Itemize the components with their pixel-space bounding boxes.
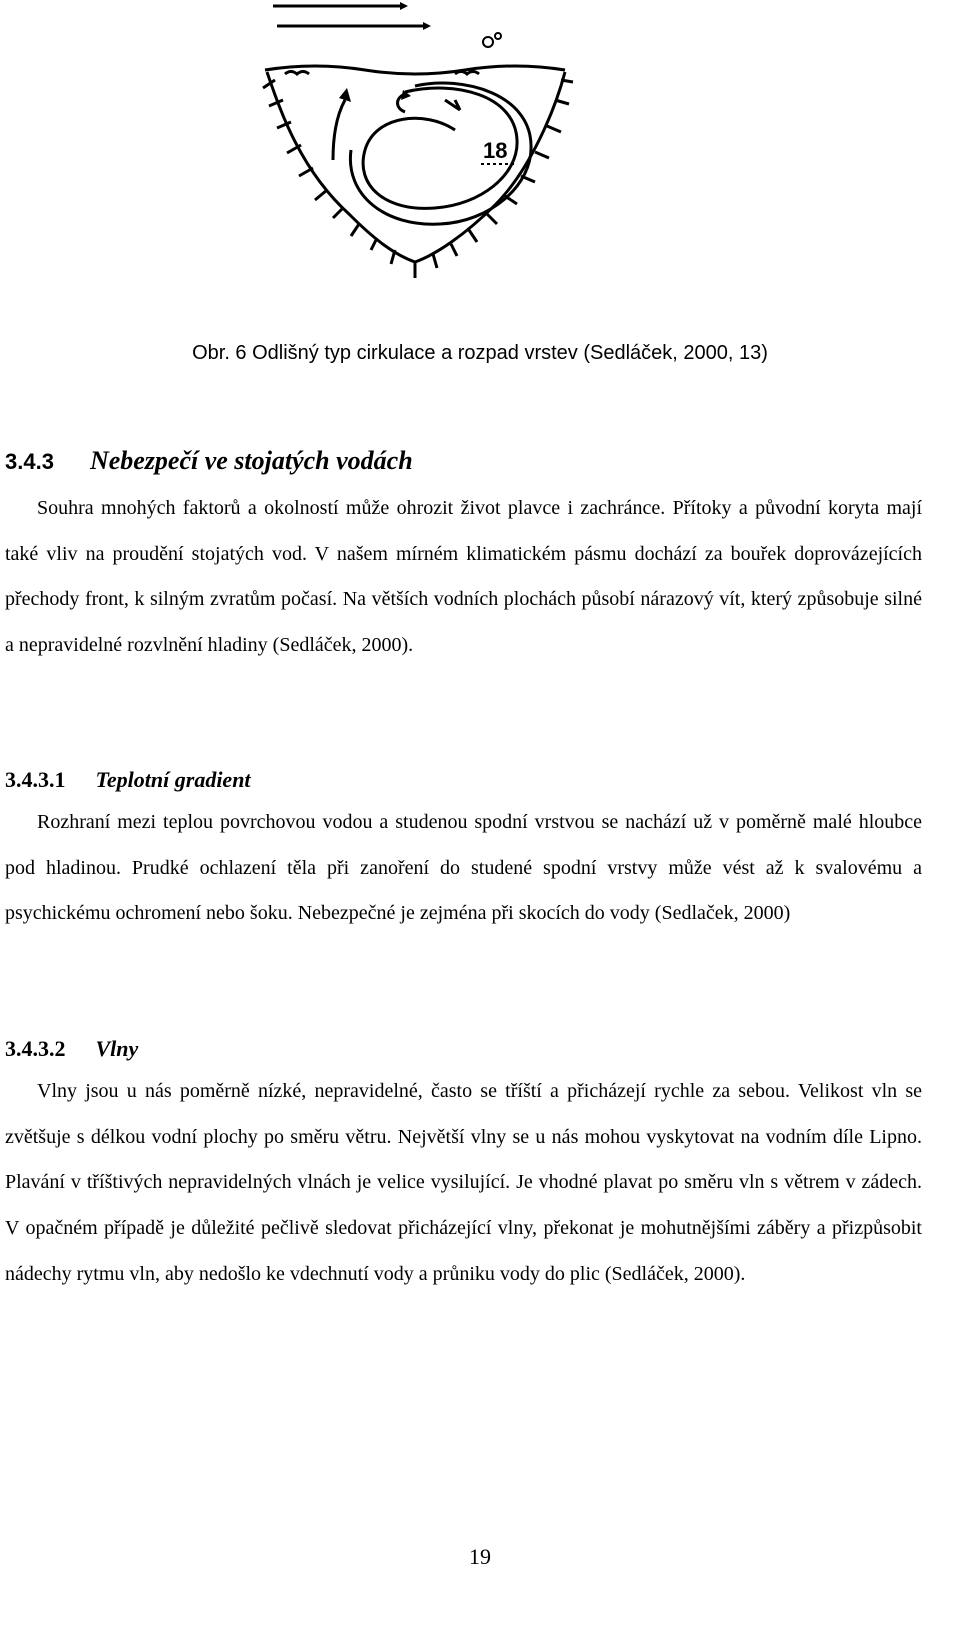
- section-title: Nebezpečí ve stojatých vodách: [89, 446, 413, 475]
- section-paragraph: Rozhraní mezi teplou povrchovou vodou a studenou spodní vrstvou se nachází už v poměrně malé hloubce pod hladinou. Prudké ochlazení těla při zanoření do studené spodní vrstvy může vést až k svalovému a psychickému ochromení nebo šoku. Nebezpečné je zejména při skocích do vody (Sedlaček, 2000): [5, 811, 922, 925]
- section-number: 3.4.3: [5, 449, 54, 474]
- wind-arrows: [273, 2, 431, 30]
- section-heading-3-4-3-1: [5, 767, 251, 793]
- section-heading-3-4-3: [5, 446, 413, 476]
- water-surface: [265, 66, 565, 74]
- section-paragraph: Vlny jsou u nás poměrně nízké, nepravidelné, často se tříští a přicházejí rychle za sebou. Velikost vln se zvětšuje s délkou vodní plochy po směru větru. Největší vlny se u nás mohou vyskytovat na vodním díle Lipno. Plavání v tříštivých nepravidelných vlnách je velice vysilující. Je vhodné plavat po směru vln s větrem v zádech. V opačném případě je důležité pečlivě sledovat přicházející vlny, překonat je mohutnějšími záběry a přizpůsobit nádechy rytmu vln, aby nedošlo ke vdechnutí vody a průniku vody do plic (Sedláček, 2000).: [5, 1080, 922, 1285]
- figure-caption: Obr. 6 Odlišný typ cirkulace a rozpad vrstev (Sedláček, 2000, 13): [192, 342, 768, 364]
- section-title: Vlny: [95, 1036, 139, 1061]
- lake-circulation-diagram: [255, 0, 575, 300]
- section-title: Teplotní gradient: [95, 767, 251, 792]
- figure-temperature-label: 18: [483, 138, 508, 163]
- section-number: 3.4.3.2: [5, 1036, 66, 1061]
- bubbles-icon: [483, 33, 501, 47]
- section-paragraph: Souhra mnohých faktorů a okolností může ohrozit život plavce i zachránce. Přítoky a původní koryta mají také vliv na proudění stojatých vod. V našem mírném klimatickém pásmu dochází za bouřek doprovázejících přechody front, k silným zvratům počasí. Na větších vodních plochách působí nárazový vít, který způsobuje silné a nepravidelné rozvlnění hladiny (Sedláček, 2000).: [5, 497, 922, 657]
- page-number: 19: [469, 1544, 491, 1569]
- section-heading-3-4-3-2: [5, 1036, 138, 1062]
- lake-basin: [263, 72, 573, 278]
- section-number: 3.4.3.1: [5, 767, 66, 792]
